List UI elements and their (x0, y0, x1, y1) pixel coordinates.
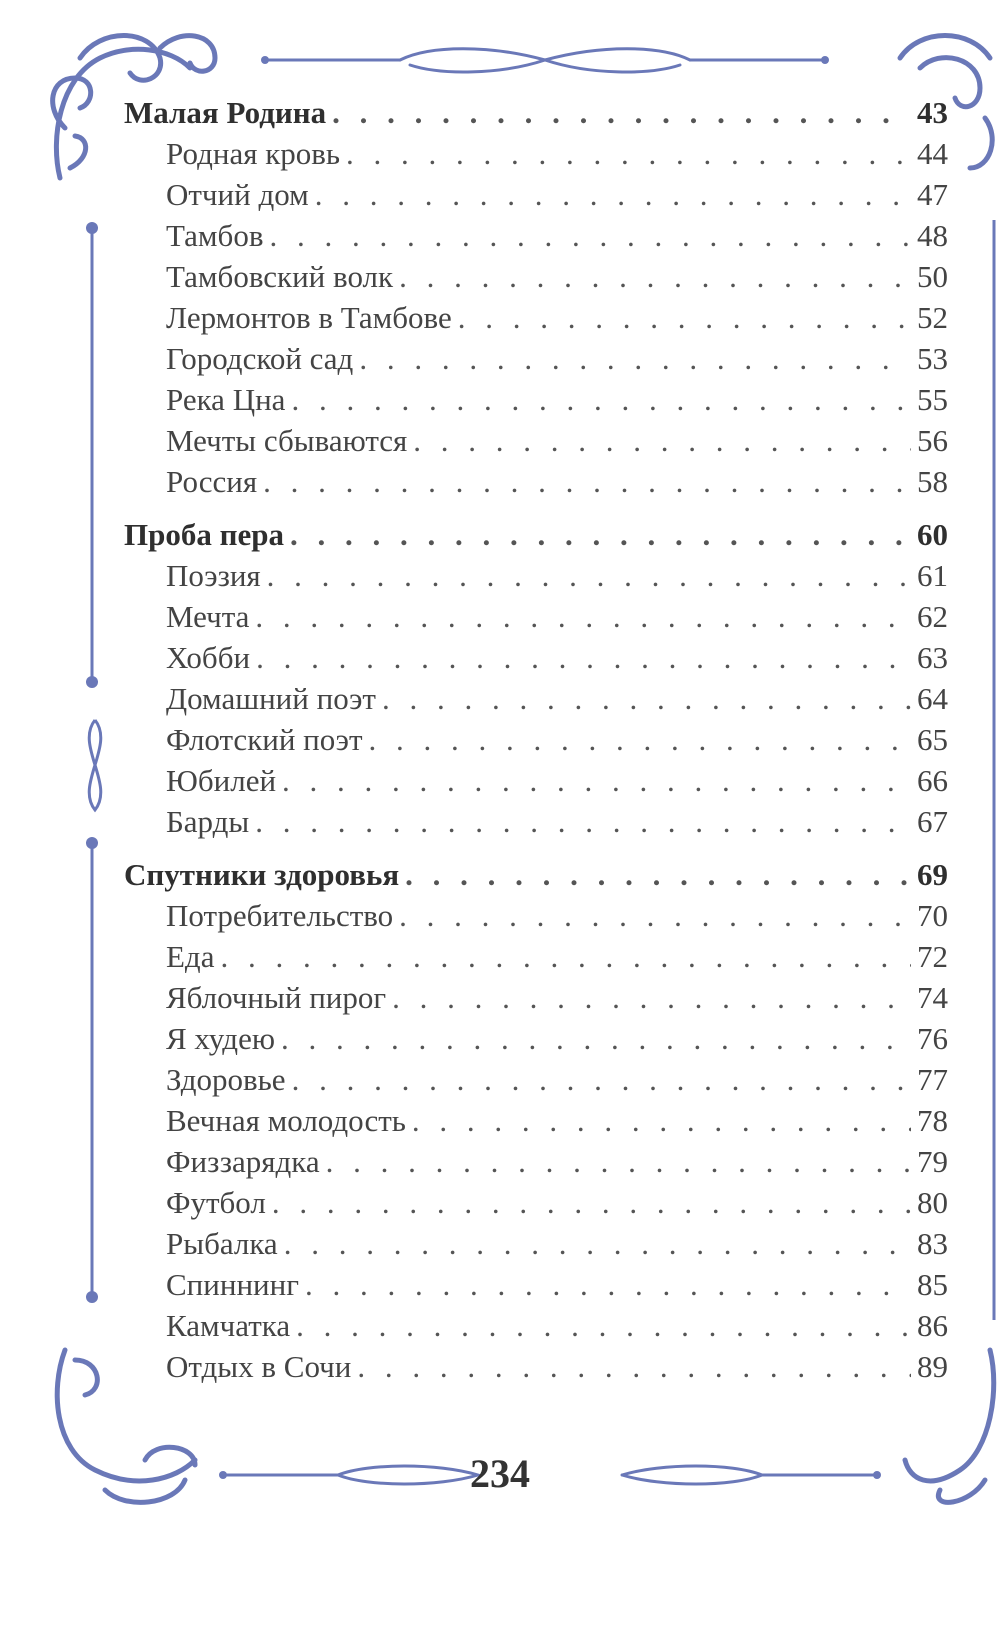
toc-item (166, 1349, 948, 1385)
toc-leader-dots (405, 857, 911, 893)
toc-leader-dots (220, 939, 911, 975)
toc-title: Поэзия (166, 558, 261, 593)
toc-leader-dots (256, 640, 911, 676)
toc-page-number: 70 (917, 898, 948, 933)
toc-leader-dots (315, 177, 911, 213)
toc-leader-dots (413, 423, 911, 459)
toc-item (166, 1267, 948, 1303)
toc-leader-dots (281, 1021, 911, 1057)
toc-page-number: 62 (917, 599, 948, 634)
toc-title: Отчий дом (166, 177, 309, 212)
toc-leader-dots (399, 898, 911, 934)
toc-page-number: 86 (917, 1308, 948, 1343)
toc-page-number: 48 (917, 218, 948, 253)
toc-item (166, 599, 948, 635)
toc-leader-dots (267, 558, 911, 594)
toc-page-number: 77 (917, 1062, 948, 1097)
toc-leader-dots (255, 804, 911, 840)
toc-item (166, 722, 948, 758)
toc-item (166, 136, 948, 172)
toc-title: Малая Родина (124, 95, 327, 130)
toc-leader-dots (357, 1349, 911, 1385)
toc-page-number: 64 (917, 681, 948, 716)
toc-item (166, 341, 948, 377)
toc-item (166, 1021, 948, 1057)
toc-page-number: 69 (917, 857, 948, 892)
toc-leader-dots (282, 763, 911, 799)
toc-page-number: 83 (917, 1226, 948, 1261)
toc-title: Река Цна (166, 382, 286, 417)
toc-title: Тамбовский волк (166, 259, 394, 294)
toc-title: Еда (166, 939, 215, 974)
toc-title: Домашний поэт (166, 681, 376, 716)
toc-item (166, 1308, 948, 1344)
toc-item (166, 300, 948, 336)
toc-leader-dots (272, 1185, 911, 1221)
toc-title: Здоровье (166, 1062, 286, 1097)
toc-title: Мечта (166, 599, 250, 634)
toc-item (166, 177, 948, 213)
toc-page-number: 65 (917, 722, 948, 757)
toc-page-number: 80 (917, 1185, 948, 1220)
toc-leader-dots (291, 382, 911, 418)
toc-leader-dots (326, 1144, 911, 1180)
toc-item (166, 1185, 948, 1221)
toc-leader-dots (284, 1226, 911, 1262)
toc-item (166, 980, 948, 1016)
toc-item (166, 423, 948, 459)
toc-page-number: 85 (917, 1267, 948, 1302)
toc-page-number: 89 (917, 1349, 948, 1384)
toc-leader-dots (458, 300, 911, 336)
toc-title: Спутники здоровья (124, 857, 400, 892)
toc-page-number: 50 (917, 259, 948, 294)
toc-leader-dots (359, 341, 911, 377)
toc-page-number: 58 (917, 464, 948, 499)
toc-section (124, 517, 948, 553)
toc-item (166, 1226, 948, 1262)
toc-title: Отдых в Сочи (166, 1349, 352, 1384)
toc-item (166, 218, 948, 254)
toc-title: Вечная молодость (166, 1103, 406, 1138)
toc-page-number: 76 (917, 1021, 948, 1056)
toc-item (166, 1062, 948, 1098)
toc-title: Лермонтов в Тамбове (166, 300, 452, 335)
toc-item (166, 1144, 948, 1180)
toc-leader-dots (305, 1267, 911, 1303)
toc-page-number: 79 (917, 1144, 948, 1179)
toc-leader-dots (369, 722, 911, 758)
toc-page-number: 63 (917, 640, 948, 675)
toc-section (124, 857, 948, 893)
toc-item (166, 939, 948, 975)
toc-title: Камчатка (166, 1308, 291, 1343)
toc-leader-dots (399, 259, 911, 295)
toc-title: Рыбалка (166, 1226, 278, 1261)
toc-title: Тамбов (166, 218, 264, 253)
toc-title: Флотский поэт (166, 722, 363, 757)
toc-page-number: 78 (917, 1103, 948, 1138)
toc-title: Проба пера (124, 517, 284, 552)
toc-item (166, 898, 948, 934)
toc-title: Городской сад (166, 341, 354, 376)
toc-leader-dots (332, 95, 911, 131)
toc-title: Барды (166, 804, 250, 839)
toc-leader-dots (392, 980, 911, 1016)
toc-leader-dots (382, 681, 911, 717)
toc-item (166, 259, 948, 295)
toc-item (166, 1103, 948, 1139)
toc-leader-dots (292, 1062, 911, 1098)
toc-leader-dots (255, 599, 911, 635)
toc-page-number: 55 (917, 382, 948, 417)
toc-title: Яблочный пирог (166, 980, 387, 1015)
toc-page-number: 67 (917, 804, 948, 839)
toc-title: Я худею (166, 1021, 275, 1056)
toc-title: Спиннинг (166, 1267, 299, 1302)
toc-section (124, 95, 948, 131)
toc-item (166, 804, 948, 840)
toc-title: Футбол (166, 1185, 266, 1220)
toc-page-number: 72 (917, 939, 948, 974)
toc-item (166, 382, 948, 418)
toc-page-number: 74 (917, 980, 948, 1015)
toc-item (166, 558, 948, 594)
toc-title: Хобби (166, 640, 251, 675)
toc-leader-dots (346, 136, 911, 172)
page-number: 234 (470, 1451, 530, 1496)
toc-item (166, 640, 948, 676)
toc-page-number: 60 (917, 517, 948, 552)
toc-item (166, 763, 948, 799)
toc-title: Физзарядка (166, 1144, 320, 1179)
toc-leader-dots (269, 218, 911, 254)
toc-page-number: 53 (917, 341, 948, 376)
toc-title: Россия (166, 464, 258, 499)
toc-leader-dots (412, 1103, 911, 1139)
toc-page-number: 44 (917, 136, 948, 171)
toc-page-number: 66 (917, 763, 948, 798)
toc-page-number: 61 (917, 558, 948, 593)
toc-item (166, 464, 948, 500)
toc-title: Юбилей (166, 763, 277, 798)
toc-page-number: 56 (917, 423, 948, 458)
toc-item (166, 681, 948, 717)
toc-leader-dots (290, 517, 911, 553)
toc-title: Родная кровь (166, 136, 341, 171)
toc-leader-dots (263, 464, 911, 500)
toc-title: Мечты сбываются (166, 423, 408, 458)
toc-page-number: 47 (917, 177, 948, 212)
toc-page-number: 43 (917, 95, 948, 130)
toc-title: Потребительство (166, 898, 394, 933)
toc-page-number: 52 (917, 300, 948, 335)
toc-leader-dots (296, 1308, 911, 1344)
